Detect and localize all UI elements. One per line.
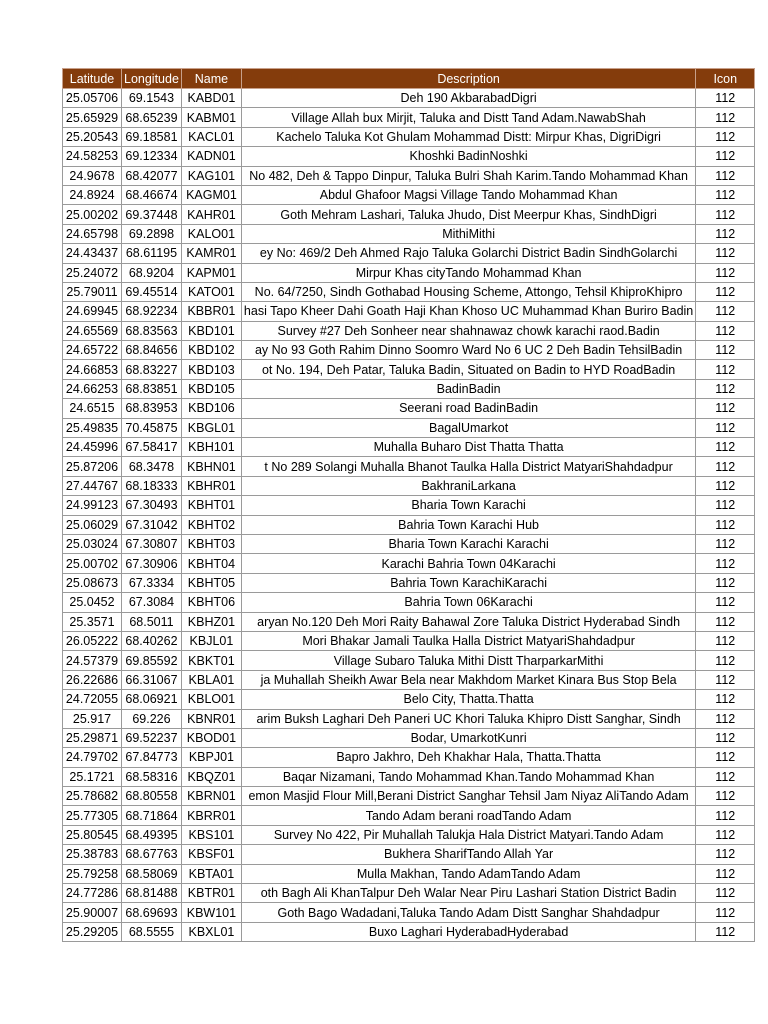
cell-latitude: 24.57379	[63, 651, 122, 670]
cell-icon: 112	[696, 108, 755, 127]
cell-latitude: 25.20543	[63, 127, 122, 146]
cell-longitude: 68.5555	[122, 922, 182, 941]
cell-description: hasi Tapo Kheer Dahi Goath Haji Khan Khoso UC Muhammad Khan Buriro Badin	[241, 302, 695, 321]
cell-icon: 112	[696, 690, 755, 709]
cell-longitude: 67.30906	[122, 554, 182, 573]
table-row	[63, 787, 755, 806]
cell-latitude: 25.08673	[63, 573, 122, 592]
cell-longitude: 68.40262	[122, 631, 182, 650]
cell-name: KBRN01	[181, 787, 241, 806]
cell-icon: 112	[696, 573, 755, 592]
cell-icon: 112	[696, 476, 755, 495]
cell-description: Survey #27 Deh Sonheer near shahnawaz chowk karachi raod.Badin	[241, 321, 695, 340]
cell-latitude: 25.00702	[63, 554, 122, 573]
table-row	[63, 457, 755, 476]
cell-icon: 112	[696, 903, 755, 922]
cell-latitude: 24.72055	[63, 690, 122, 709]
cell-longitude: 66.31067	[122, 670, 182, 689]
header-name: Name	[181, 69, 241, 89]
cell-description: Goth Bago Wadadani,Taluka Tando Adam Distt Sanghar Shahdadpur	[241, 903, 695, 922]
cell-latitude: 25.79258	[63, 864, 122, 883]
cell-longitude: 67.84773	[122, 748, 182, 767]
cell-icon: 112	[696, 825, 755, 844]
cell-name: KATO01	[181, 282, 241, 301]
cell-icon: 112	[696, 205, 755, 224]
cell-icon: 112	[696, 321, 755, 340]
cell-icon: 112	[696, 360, 755, 379]
table-row	[63, 690, 755, 709]
cell-description: Deh 190 AkbarabadDigri	[241, 89, 695, 108]
cell-latitude: 24.45996	[63, 438, 122, 457]
cell-icon: 112	[696, 496, 755, 515]
cell-description: Mori Bhakar Jamali Taulka Halla District MatyariShahdadpur	[241, 631, 695, 650]
cell-icon: 112	[696, 399, 755, 418]
cell-longitude: 67.3084	[122, 593, 182, 612]
cell-icon: 112	[696, 884, 755, 903]
cell-name: KBHT06	[181, 593, 241, 612]
cell-latitude: 25.77305	[63, 806, 122, 825]
cell-name: KAPM01	[181, 263, 241, 282]
cell-name: KBLO01	[181, 690, 241, 709]
cell-name: KBHT05	[181, 573, 241, 592]
header-longitude: Longitude	[122, 69, 182, 89]
cell-longitude: 69.12334	[122, 147, 182, 166]
cell-description: Karachi Bahria Town 04Karachi	[241, 554, 695, 573]
cell-icon: 112	[696, 806, 755, 825]
cell-icon: 112	[696, 534, 755, 553]
cell-latitude: 25.06029	[63, 515, 122, 534]
header-icon: Icon	[696, 69, 755, 89]
cell-name: KBGL01	[181, 418, 241, 437]
cell-name: KBHT03	[181, 534, 241, 553]
cell-latitude: 25.24072	[63, 263, 122, 282]
cell-description: Bahria Town Karachi Hub	[241, 515, 695, 534]
cell-description: Bapro Jakhro, Deh Khakhar Hala, Thatta.Thatta	[241, 748, 695, 767]
table-row	[63, 515, 755, 534]
table-row	[63, 864, 755, 883]
cell-latitude: 25.87206	[63, 457, 122, 476]
cell-icon: 112	[696, 379, 755, 398]
cell-longitude: 69.37448	[122, 205, 182, 224]
cell-longitude: 69.2898	[122, 224, 182, 243]
cell-latitude: 25.917	[63, 709, 122, 728]
cell-longitude: 68.3478	[122, 457, 182, 476]
cell-icon: 112	[696, 651, 755, 670]
cell-longitude: 69.45514	[122, 282, 182, 301]
cell-longitude: 69.226	[122, 709, 182, 728]
table-row	[63, 709, 755, 728]
cell-longitude: 69.85592	[122, 651, 182, 670]
cell-description: emon Masjid Flour Mill,Berani District Sanghar Tehsil Jam Niyaz AliTando Adam	[241, 787, 695, 806]
table-row	[63, 534, 755, 553]
cell-longitude: 68.46674	[122, 185, 182, 204]
table-row	[63, 108, 755, 127]
table-row	[63, 631, 755, 650]
cell-icon: 112	[696, 767, 755, 786]
cell-description: BakhraniLarkana	[241, 476, 695, 495]
cell-description: aryan No.120 Deh Mori Raity Bahawal Zore Taluka District Hyderabad Sindh	[241, 612, 695, 631]
cell-description: BagalUmarkot	[241, 418, 695, 437]
table-row	[63, 728, 755, 747]
cell-icon: 112	[696, 166, 755, 185]
cell-longitude: 67.3334	[122, 573, 182, 592]
cell-name: KBTA01	[181, 864, 241, 883]
table-row	[63, 399, 755, 418]
cell-latitude: 24.65798	[63, 224, 122, 243]
cell-icon: 112	[696, 631, 755, 650]
cell-icon: 112	[696, 89, 755, 108]
cell-latitude: 25.29205	[63, 922, 122, 941]
cell-name: KBXL01	[181, 922, 241, 941]
cell-latitude: 24.66853	[63, 360, 122, 379]
cell-longitude: 68.42077	[122, 166, 182, 185]
cell-longitude: 68.06921	[122, 690, 182, 709]
cell-longitude: 67.30807	[122, 534, 182, 553]
cell-description: Abdul Ghafoor Magsi Village Tando Mohammad Khan	[241, 185, 695, 204]
table-row	[63, 845, 755, 864]
cell-icon: 112	[696, 593, 755, 612]
cell-name: KBHT01	[181, 496, 241, 515]
cell-name: KACL01	[181, 127, 241, 146]
table-row	[63, 767, 755, 786]
cell-name: KBJL01	[181, 631, 241, 650]
cell-longitude: 68.81488	[122, 884, 182, 903]
table-row	[63, 185, 755, 204]
cell-longitude: 68.18333	[122, 476, 182, 495]
cell-longitude: 68.9204	[122, 263, 182, 282]
cell-latitude: 25.78682	[63, 787, 122, 806]
cell-name: KBPJ01	[181, 748, 241, 767]
cell-longitude: 68.80558	[122, 787, 182, 806]
cell-name: KABD01	[181, 89, 241, 108]
cell-description: Village Allah bux Mirjit, Taluka and Distt Tand Adam.NawabShah	[241, 108, 695, 127]
cell-name: KBNR01	[181, 709, 241, 728]
table-row	[63, 554, 755, 573]
cell-latitude: 24.69945	[63, 302, 122, 321]
cell-longitude: 68.83563	[122, 321, 182, 340]
cell-description: t No 289 Solangi Muhalla Bhanot Taulka Halla District MatyariShahdadpur	[241, 457, 695, 476]
cell-longitude: 67.31042	[122, 515, 182, 534]
cell-description: Muhalla Buharo Dist Thatta Thatta	[241, 438, 695, 457]
cell-name: KBSF01	[181, 845, 241, 864]
cell-icon: 112	[696, 418, 755, 437]
cell-icon: 112	[696, 709, 755, 728]
cell-icon: 112	[696, 922, 755, 941]
cell-latitude: 25.1721	[63, 767, 122, 786]
table-row	[63, 573, 755, 592]
cell-longitude: 68.49395	[122, 825, 182, 844]
cell-name: KAG101	[181, 166, 241, 185]
cell-longitude: 67.58417	[122, 438, 182, 457]
cell-description: Belo City, Thatta.Thatta	[241, 690, 695, 709]
cell-description: Bahria Town KarachiKarachi	[241, 573, 695, 592]
table-row	[63, 147, 755, 166]
cell-name: KADN01	[181, 147, 241, 166]
cell-description: Mirpur Khas cityTando Mohammad Khan	[241, 263, 695, 282]
cell-longitude: 69.1543	[122, 89, 182, 108]
cell-latitude: 25.03024	[63, 534, 122, 553]
cell-latitude: 24.66253	[63, 379, 122, 398]
table-row	[63, 670, 755, 689]
table-row	[63, 360, 755, 379]
cell-latitude: 26.22686	[63, 670, 122, 689]
cell-name: KBH101	[181, 438, 241, 457]
cell-latitude: 25.29871	[63, 728, 122, 747]
cell-name: KBHT04	[181, 554, 241, 573]
cell-description: ay No 93 Goth Rahim Dinno Soomro Ward No 6 UC 2 Deh Badin TehsilBadin	[241, 341, 695, 360]
table-row	[63, 321, 755, 340]
cell-description: Bodar, UmarkotKunri	[241, 728, 695, 747]
cell-longitude: 68.84656	[122, 341, 182, 360]
cell-longitude: 68.65239	[122, 108, 182, 127]
table-row	[63, 748, 755, 767]
cell-icon: 112	[696, 438, 755, 457]
cell-latitude: 25.90007	[63, 903, 122, 922]
table-row	[63, 884, 755, 903]
cell-name: KBOD01	[181, 728, 241, 747]
table-row	[63, 922, 755, 941]
cell-latitude: 24.79702	[63, 748, 122, 767]
cell-latitude: 24.6515	[63, 399, 122, 418]
cell-description: ot No. 194, Deh Patar, Taluka Badin, Situated on Badin to HYD RoadBadin	[241, 360, 695, 379]
cell-latitude: 25.38783	[63, 845, 122, 864]
cell-description: No. 64/7250, Sindh Gothabad Housing Scheme, Attongo, Tehsil KhiproKhipro	[241, 282, 695, 301]
table-row	[63, 89, 755, 108]
cell-icon: 112	[696, 612, 755, 631]
table-row	[63, 205, 755, 224]
header-latitude: Latitude	[63, 69, 122, 89]
header-row	[63, 69, 755, 89]
cell-description: Village Subaro Taluka Mithi Distt TharparkarMithi	[241, 651, 695, 670]
cell-description: Bukhera SharifTando Allah Yar	[241, 845, 695, 864]
cell-name: KBKT01	[181, 651, 241, 670]
header-description: Description	[241, 69, 695, 89]
cell-longitude: 68.61195	[122, 244, 182, 263]
cell-description: Buxo Laghari HyderabadHyderabad	[241, 922, 695, 941]
cell-longitude: 68.83953	[122, 399, 182, 418]
table-row	[63, 263, 755, 282]
cell-name: KBHZ01	[181, 612, 241, 631]
data-table	[62, 68, 755, 942]
table-row	[63, 438, 755, 457]
cell-latitude: 24.65722	[63, 341, 122, 360]
cell-name: KBHN01	[181, 457, 241, 476]
cell-latitude: 25.65929	[63, 108, 122, 127]
cell-name: KBRR01	[181, 806, 241, 825]
cell-name: KALO01	[181, 224, 241, 243]
table-row	[63, 612, 755, 631]
cell-latitude: 24.8924	[63, 185, 122, 204]
cell-icon: 112	[696, 341, 755, 360]
cell-description: Seerani road BadinBadin	[241, 399, 695, 418]
cell-longitude: 68.83227	[122, 360, 182, 379]
cell-description: BadinBadin	[241, 379, 695, 398]
table-row	[63, 379, 755, 398]
cell-description: Survey No 422, Pir Muhallah Talukja Hala District Matyari.Tando Adam	[241, 825, 695, 844]
cell-name: KBD101	[181, 321, 241, 340]
cell-longitude: 70.45875	[122, 418, 182, 437]
cell-description: MithiMithi	[241, 224, 695, 243]
cell-description: Bharia Town Karachi Karachi	[241, 534, 695, 553]
cell-name: KBD106	[181, 399, 241, 418]
cell-name: KBS101	[181, 825, 241, 844]
cell-longitude: 67.30493	[122, 496, 182, 515]
cell-latitude: 25.49835	[63, 418, 122, 437]
cell-name: KBLA01	[181, 670, 241, 689]
cell-name: KBD103	[181, 360, 241, 379]
cell-latitude: 25.80545	[63, 825, 122, 844]
table-row	[63, 593, 755, 612]
cell-icon: 112	[696, 185, 755, 204]
cell-icon: 112	[696, 845, 755, 864]
cell-description: ey No: 469/2 Deh Ahmed Rajo Taluka Golarchi District Badin SindhGolarchi	[241, 244, 695, 263]
cell-name: KBD102	[181, 341, 241, 360]
cell-name: KBTR01	[181, 884, 241, 903]
cell-latitude: 24.65569	[63, 321, 122, 340]
cell-icon: 112	[696, 864, 755, 883]
cell-longitude: 68.5011	[122, 612, 182, 631]
cell-name: KBD105	[181, 379, 241, 398]
table-row	[63, 127, 755, 146]
cell-latitude: 25.0452	[63, 593, 122, 612]
cell-latitude: 24.43437	[63, 244, 122, 263]
cell-icon: 112	[696, 728, 755, 747]
cell-latitude: 27.44767	[63, 476, 122, 495]
cell-latitude: 25.3571	[63, 612, 122, 631]
table-row	[63, 224, 755, 243]
cell-name: KBHR01	[181, 476, 241, 495]
cell-icon: 112	[696, 457, 755, 476]
cell-name: KBW101	[181, 903, 241, 922]
table-row	[63, 496, 755, 515]
cell-description: Baqar Nizamani, Tando Mohammad Khan.Tando Mohammad Khan	[241, 767, 695, 786]
table-row	[63, 166, 755, 185]
table-row	[63, 825, 755, 844]
cell-description: Bahria Town 06Karachi	[241, 593, 695, 612]
cell-icon: 112	[696, 787, 755, 806]
cell-latitude: 25.79011	[63, 282, 122, 301]
cell-description: Khoshki BadinNoshki	[241, 147, 695, 166]
cell-name: KBBR01	[181, 302, 241, 321]
cell-longitude: 68.58069	[122, 864, 182, 883]
cell-icon: 112	[696, 224, 755, 243]
cell-latitude: 26.05222	[63, 631, 122, 650]
cell-longitude: 68.92234	[122, 302, 182, 321]
cell-name: KAHR01	[181, 205, 241, 224]
table-row	[63, 903, 755, 922]
cell-longitude: 69.52237	[122, 728, 182, 747]
cell-latitude: 25.00202	[63, 205, 122, 224]
table-row	[63, 341, 755, 360]
cell-icon: 112	[696, 748, 755, 767]
cell-icon: 112	[696, 554, 755, 573]
cell-name: KBQZ01	[181, 767, 241, 786]
cell-name: KBHT02	[181, 515, 241, 534]
cell-latitude: 24.58253	[63, 147, 122, 166]
cell-longitude: 68.83851	[122, 379, 182, 398]
cell-description: Mulla Makhan, Tando AdamTando Adam	[241, 864, 695, 883]
cell-latitude: 24.99123	[63, 496, 122, 515]
table-row	[63, 418, 755, 437]
table-row	[63, 806, 755, 825]
cell-icon: 112	[696, 515, 755, 534]
cell-name: KABM01	[181, 108, 241, 127]
cell-icon: 112	[696, 244, 755, 263]
cell-description: Kachelo Taluka Kot Ghulam Mohammad Distt: Mirpur Khas, DigriDigri	[241, 127, 695, 146]
cell-icon: 112	[696, 147, 755, 166]
table-row	[63, 476, 755, 495]
cell-icon: 112	[696, 127, 755, 146]
cell-description: arim Buksh Laghari Deh Paneri UC Khori Taluka Khipro Distt Sanghar, Sindh	[241, 709, 695, 728]
cell-description: Tando Adam berani roadTando Adam	[241, 806, 695, 825]
cell-icon: 112	[696, 670, 755, 689]
cell-description: ja Muhallah Sheikh Awar Bela near Makhdom Market Kinara Bus Stop Bela	[241, 670, 695, 689]
cell-description: No 482, Deh & Tappo Dinpur, Taluka Bulri Shah Karim.Tando Mohammad Khan	[241, 166, 695, 185]
cell-icon: 112	[696, 282, 755, 301]
cell-longitude: 68.71864	[122, 806, 182, 825]
cell-longitude: 68.69693	[122, 903, 182, 922]
cell-description: Bharia Town Karachi	[241, 496, 695, 515]
table-row	[63, 302, 755, 321]
cell-description: Goth Mehram Lashari, Taluka Jhudo, Dist Meerpur Khas, SindhDigri	[241, 205, 695, 224]
table-row	[63, 282, 755, 301]
cell-name: KAMR01	[181, 244, 241, 263]
cell-icon: 112	[696, 302, 755, 321]
cell-longitude: 69.18581	[122, 127, 182, 146]
cell-name: KAGM01	[181, 185, 241, 204]
cell-description: oth Bagh Ali KhanTalpur Deh Walar Near Piru Lashari Station District Badin	[241, 884, 695, 903]
cell-icon: 112	[696, 263, 755, 282]
cell-latitude: 24.9678	[63, 166, 122, 185]
cell-latitude: 24.77286	[63, 884, 122, 903]
cell-latitude: 25.05706	[63, 89, 122, 108]
cell-longitude: 68.58316	[122, 767, 182, 786]
cell-longitude: 68.67763	[122, 845, 182, 864]
table-row	[63, 244, 755, 263]
table-row	[63, 651, 755, 670]
